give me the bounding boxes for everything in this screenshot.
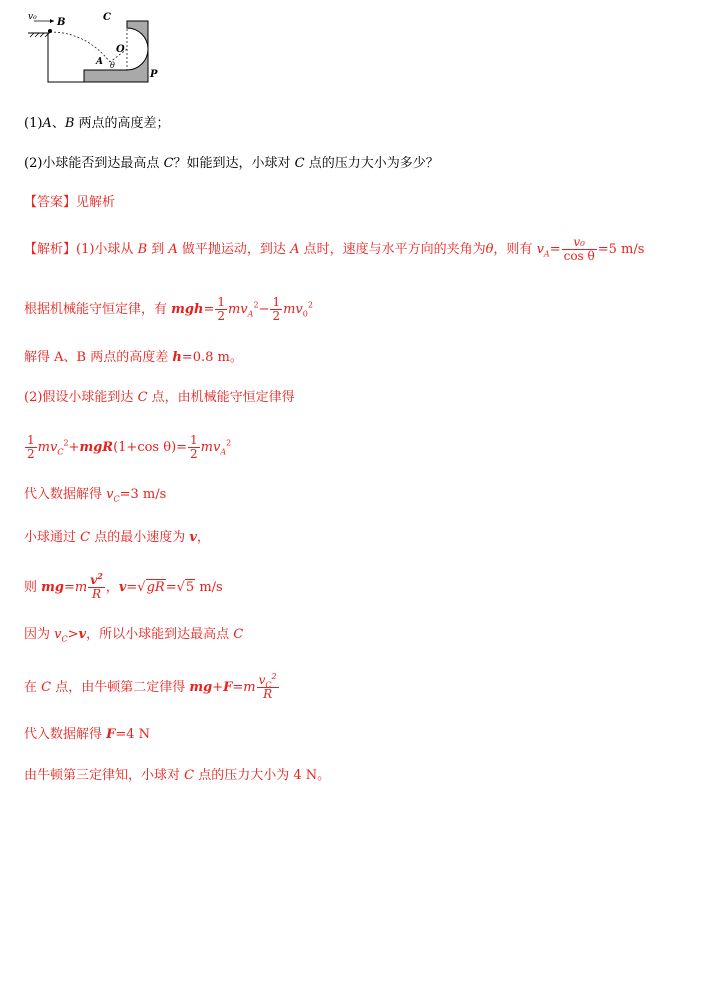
sol8-frac-den: R <box>91 587 102 601</box>
sol7-text2: 点的最小速度为 <box>90 530 190 545</box>
sol5-mvc: mv <box>37 440 58 455</box>
question-1 <box>24 116 170 132</box>
sol8-num-v: v <box>90 573 98 587</box>
sol10-frac-den: R <box>263 687 273 701</box>
label-theta: θ <box>110 61 115 70</box>
sol2-half-num: 1 <box>217 295 225 309</box>
solution-line-6 <box>24 487 166 503</box>
solution-line-3 <box>24 350 243 366</box>
answer-text: 【答案】见解析 <box>24 195 116 210</box>
label-B: B <box>57 17 66 28</box>
sol8-fraction <box>88 571 105 601</box>
q1-point-a: A <box>42 116 52 131</box>
sol10-c: C <box>41 680 52 695</box>
sol8-eq2: = <box>126 580 138 595</box>
sol1-theta: θ <box>485 242 494 257</box>
sol8-sqrt-gr: gR <box>146 580 165 595</box>
q1-prefix: (1) <box>24 116 43 131</box>
sol6-text2: =3 m/s <box>119 487 167 502</box>
solution-line-4 <box>24 390 295 406</box>
q1-text: 两点的高度差； <box>74 116 170 131</box>
sol10-num-v: v <box>258 673 266 687</box>
sol2-minus: − <box>258 302 270 317</box>
sol10-eq: = <box>232 680 244 695</box>
sol10-m: m <box>243 680 256 695</box>
sol8-v: v <box>118 580 127 595</box>
sol5-half-den-2: 2 <box>190 447 198 461</box>
sol7-text3: ， <box>196 530 210 545</box>
sol8-eq: = <box>64 580 75 595</box>
sol5-sup-2b: 2 <box>226 438 232 448</box>
physics-figure <box>24 8 164 83</box>
solution-line-12 <box>24 768 330 784</box>
sol10-fraction <box>257 674 279 701</box>
sol8-m: m <box>74 580 88 595</box>
sol8-mg: mg <box>41 580 64 595</box>
solution-line-7 <box>24 530 210 546</box>
label-v0: v₀ <box>28 12 37 22</box>
sol12-text1: 由牛顿第三定律知，小球对 <box>24 768 185 783</box>
sol12-text2: 点的压力大小为 4 N。 <box>194 768 331 783</box>
sol2-mgh: mgh <box>171 302 204 317</box>
sol10-num-sub: C <box>265 680 272 690</box>
solution-line-5 <box>24 434 231 461</box>
sol5-half-num: 1 <box>27 433 35 447</box>
sol6-sub-c: C <box>113 494 120 504</box>
q2-text: 点的压力大小为多少？ <box>304 156 439 171</box>
sol10-frac-num <box>257 674 279 688</box>
sol1-frac-num: v₀ <box>562 236 597 250</box>
sqrt-icon-2: √ <box>176 580 185 595</box>
label-C: C <box>103 12 111 23</box>
q2-prefix: (2)小球能否到达最高点 <box>24 156 164 171</box>
sol5-mgr: mgR <box>79 440 114 455</box>
sol1-text1: (1)小球从 <box>76 242 138 257</box>
sol8-text1: 则 <box>24 580 42 595</box>
sol10-mg: mg <box>189 680 213 695</box>
sol9-v2: v <box>78 627 87 642</box>
q1-point-b: B <box>64 116 75 131</box>
sol5-mva: mv <box>200 440 221 455</box>
sol5-half-1 <box>25 434 37 461</box>
sol2-half-den-2: 2 <box>272 309 281 323</box>
sol1-b: B <box>137 242 148 257</box>
sol1-eq: = <box>549 242 561 257</box>
sol2-mva: mv <box>227 302 248 317</box>
sol2-mv0: mv <box>283 302 303 317</box>
sol4-text1: (2)假设小球能到达 <box>24 390 138 405</box>
sol1-text3: 做平抛运动，到达 <box>177 242 291 257</box>
sol5-sub-a: A <box>220 447 227 457</box>
velocity-arrowhead <box>50 19 54 23</box>
sol6-v: v <box>106 487 114 502</box>
sol10-f: F <box>223 680 233 695</box>
q1-sep: 、 <box>51 116 65 131</box>
sol1-text4: 点时，速度与水平方向的夹角为 <box>299 242 486 257</box>
q2-point-c: C <box>163 156 174 171</box>
sol8-num-sup: 2 <box>97 571 103 581</box>
q2-point-c-2: C <box>294 156 305 171</box>
sol10-num-sup: 2 <box>271 672 277 681</box>
sol2-sub-a: A <box>247 309 254 319</box>
sol1-a-2: A <box>290 242 300 257</box>
ball <box>48 29 52 33</box>
solution-line-11 <box>24 727 150 743</box>
sol8-sqrt5: 5 <box>185 580 195 595</box>
sol7-c: C <box>80 530 91 545</box>
sol5-half-2 <box>188 434 200 461</box>
sol9-text2: ，所以小球能到达最高点 <box>86 627 234 642</box>
sol1-fraction <box>562 236 597 263</box>
sol2-eq: = <box>203 302 215 317</box>
solution-line-1 <box>24 236 644 263</box>
sol2-sup-2b: 2 <box>307 300 313 310</box>
sol1-text2: 到 <box>147 242 169 257</box>
solution-line-9 <box>24 627 243 643</box>
sol1-text5: ，则有 <box>493 242 537 257</box>
sol2-half-den: 2 <box>217 309 225 323</box>
sol5-half-den: 2 <box>27 447 35 461</box>
sol8-comma: ， <box>105 580 119 595</box>
question-2 <box>24 156 439 172</box>
sol4-c: C <box>137 390 148 405</box>
sol3-text1: 解得 A、B 两点的高度差 <box>24 350 173 365</box>
sol5-half-num-2: 1 <box>190 433 198 447</box>
sol3-text2: =0.8 m。 <box>181 350 243 365</box>
sol2-half-num-2: 1 <box>272 295 281 309</box>
sol1-v: v <box>536 242 544 257</box>
sol1-a: A <box>168 242 178 257</box>
sol5-plus: + <box>68 440 80 455</box>
sqrt-icon: √ <box>137 580 146 595</box>
solution-tag: 【解析】 <box>24 242 77 257</box>
sol2-text: 根据机械能守恒定律，有 <box>24 302 172 317</box>
sol5-paren: (1+cos θ)= <box>113 440 188 455</box>
sol7-v: v <box>189 530 197 545</box>
label-A: A <box>96 57 103 67</box>
sol3-h: h <box>172 350 182 365</box>
sol4-text2: 点，由机械能守恒定律得 <box>147 390 295 405</box>
sol8-unit: m/s <box>195 580 223 595</box>
sol9-v: v <box>54 627 62 642</box>
sol12-c: C <box>184 768 195 783</box>
sol2-half-1 <box>215 296 227 323</box>
solution-line-8 <box>24 571 223 601</box>
sol2-half-2 <box>270 296 282 323</box>
sol9-gt: > <box>67 627 79 642</box>
sol11-text1: 代入数据解得 <box>24 727 107 742</box>
label-O: O <box>116 44 125 55</box>
sol2-sup-2: 2 <box>253 300 259 310</box>
ledge-hatch <box>28 33 50 37</box>
sol10-text1: 在 <box>24 680 42 695</box>
sol8-eq3: = <box>165 580 177 595</box>
sol10-plus: + <box>212 680 224 695</box>
sol5-sub-c: C <box>57 447 64 457</box>
label-P: P <box>150 69 158 80</box>
sol8-frac-num <box>88 571 105 588</box>
answer-line <box>24 195 115 211</box>
sol11-text2: =4 N <box>115 727 151 742</box>
sol9-text1: 因为 <box>24 627 55 642</box>
sol1-frac-den: cos θ <box>563 249 595 263</box>
sol6-text1: 代入数据解得 <box>24 487 107 502</box>
sol5-sup-2: 2 <box>63 438 69 448</box>
sol9-c: C <box>233 627 244 642</box>
solution-line-10 <box>24 674 280 701</box>
sol11-f: F <box>106 727 116 742</box>
q2-mid: ？如能到达，小球对 <box>173 156 295 171</box>
sol10-text2: 点，由牛顿第二定律得 <box>51 680 190 695</box>
sol7-text1: 小球通过 <box>24 530 81 545</box>
sol9-sub-c: C <box>61 634 68 644</box>
sol1-v-sub: A <box>543 249 550 259</box>
sol2-sub-0: 0 <box>302 309 308 319</box>
sol1-result: =5 m/s <box>597 242 645 257</box>
solution-line-2 <box>24 296 313 323</box>
